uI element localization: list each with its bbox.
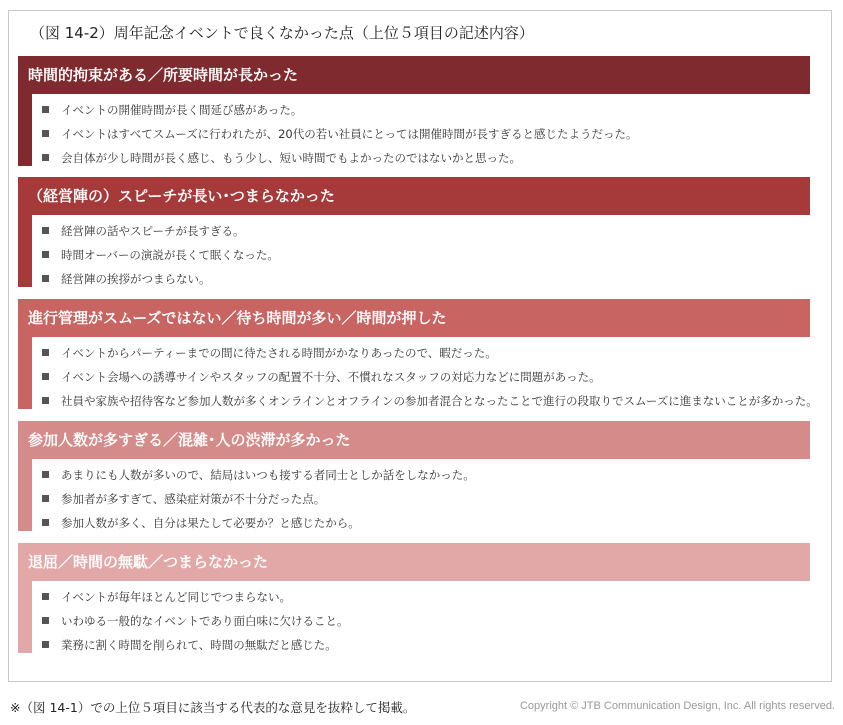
section-heading: 時間的拘束がある／所要時間が長かった — [18, 56, 810, 94]
section-3 — [18, 299, 818, 413]
list-item — [18, 633, 810, 657]
list-item-text: あまりにも人数が多いので、結局はいつも接する者同士としか話をしなかった。 — [61, 468, 475, 482]
section-body — [18, 215, 810, 291]
section-heading: 参加人数が多すぎる／混雑･人の渋滞が多かった — [18, 421, 810, 459]
section-body — [18, 337, 818, 413]
section-heading: 進行管理がスムーズではない／待ち時間が多い／時間が押した — [18, 299, 810, 337]
list-item — [18, 487, 810, 511]
square-bullet-icon — [42, 495, 49, 502]
list-item — [18, 267, 810, 291]
square-bullet-icon — [42, 227, 49, 234]
square-bullet-icon — [42, 154, 49, 161]
list-item — [18, 389, 818, 413]
list-item-text: 時間オーバーの演説が長くて眠くなった。 — [61, 248, 279, 262]
section-1 — [18, 56, 810, 170]
list-item-text: 参加者が多すぎて、感染症対策が不十分だった点。 — [61, 492, 326, 506]
section-heading: 退屈／時間の無駄／つまらなかった — [18, 543, 810, 581]
list-item-text: イベント会場への誘導サインやスタッフの配置不十分、不慣れなスタッフの対応力などに問題があった。 — [61, 370, 601, 384]
list-item-text: 会自体が少し時間が長く感じ、もう少し、短い時間でもよかったのではないかと思った。 — [61, 151, 521, 165]
list-item-text: イベントの開催時間が長く間延び感があった。 — [61, 103, 303, 117]
square-bullet-icon — [42, 471, 49, 478]
list-item-text: イベントはすべてスムーズに行われたが、20代の若い社員にとっては開催時間が長すぎると感じたようだった。 — [61, 127, 638, 141]
square-bullet-icon — [42, 641, 49, 648]
list-item — [18, 609, 810, 633]
list-item — [18, 511, 810, 535]
footnote: ※（図 14-1）での上位５項目に該当する代表的な意見を抜粋して掲載。 — [10, 700, 416, 715]
list-item-text: イベントからパーティーまでの間に待たされる時間がかなりあったので、暇だった。 — [61, 346, 497, 360]
section-body — [18, 94, 810, 170]
square-bullet-icon — [42, 373, 49, 380]
section-2 — [18, 177, 810, 291]
list-item — [18, 243, 810, 267]
square-bullet-icon — [42, 617, 49, 624]
section-body — [18, 459, 810, 535]
list-item-text: いわゆる一般的なイベントであり面白味に欠けること。 — [61, 614, 349, 628]
list-item — [18, 122, 810, 146]
section-5 — [18, 543, 810, 657]
list-item — [18, 146, 810, 170]
list-item-text: 参加人数が多く、自分は果たして必要か？と感じたから。 — [61, 516, 360, 530]
square-bullet-icon — [42, 397, 49, 404]
list-item-text: 経営陣の挨拶がつまらない。 — [61, 272, 211, 286]
figure-title: （図 14-2）周年記念イベントで良くなかった点（上位５項目の記述内容） — [30, 24, 534, 42]
copyright: Copyright © JTB Communication Design, Inc. All rights reserved. — [519, 700, 835, 712]
square-bullet-icon — [42, 275, 49, 282]
square-bullet-icon — [42, 519, 49, 526]
square-bullet-icon — [42, 349, 49, 356]
list-item — [18, 219, 810, 243]
list-item-text: 社員や家族や招待客など参加人数が多くオンラインとオフラインの参加者混合となったことで進行の段取りでスムーズに進まないことが多かった。 — [61, 394, 818, 408]
list-item — [18, 365, 810, 389]
section-heading: （経営陣の）スピーチが長い･つまらなかった — [18, 177, 810, 215]
list-item — [18, 341, 810, 365]
square-bullet-icon — [42, 251, 49, 258]
section-body — [18, 581, 810, 657]
list-item-text: 業務に割く時間を削られて、時間の無駄だと感じた。 — [61, 638, 337, 652]
list-item-text: 経営陣の話やスピーチが長すぎる。 — [61, 224, 245, 238]
square-bullet-icon — [42, 106, 49, 113]
square-bullet-icon — [42, 593, 49, 600]
list-item — [18, 463, 810, 487]
list-item-text: イベントが毎年ほとんど同じでつまらない。 — [61, 590, 291, 604]
section-4 — [18, 421, 810, 535]
list-item — [18, 98, 810, 122]
list-item — [18, 585, 810, 609]
square-bullet-icon — [42, 130, 49, 137]
